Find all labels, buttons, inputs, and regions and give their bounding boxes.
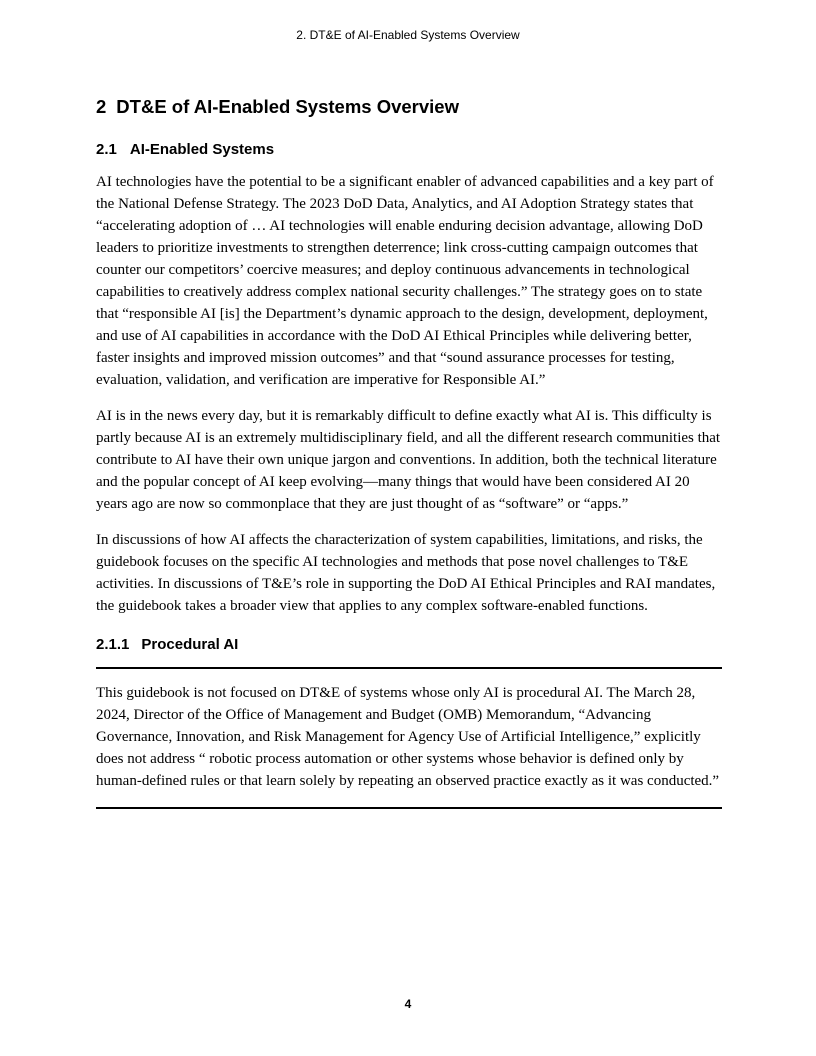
body-paragraph-1: AI technologies have the potential to be a significant enabler of advanced capabilities and a key part of the National Defense Strategy. The 2023 DoD Data, Analytics, and AI Adoption Strategy states that “accelerating adoption of … AI technologies will enable enduring decision advantage, allowing DoD leaders to prioritize investments to strengthen deterrence; link cross-cutting campaign outcomes that counter our competitors’ coercive measures; and deploy continuous advancements in technological capabilities to creatively address complex national security challenges.” The strategy goes on to state that “responsible AI [is] the Department’s dynamic approach to the design, development, deployment, and use of AI capabilities in accordance with the DoD AI Ethical Principles while delivering better, faster insights and improved mission outcomes” and that “sound assurance processes for testing, evaluation, validation, and verification are imperative for Responsible AI.” [96,174,714,388]
body-paragraph-3: In discussions of how AI affects the characterization of system capabilities, limitations, and risks, the guidebook focuses on the specific AI technologies and methods that pose novel challenges to T&E activities. In discussions of T&E’s role in supporting the DoD AI Ethical Principles and RAI mandates, the guidebook takes a broader view that applies to any complex software-enabled functions. [96,532,716,614]
body-paragraph-2: AI is in the news every day, but it is remarkably difficult to define exactly what AI is. This difficulty is partly because AI is an extremely multidisciplinary field, and all the different research communities that contribute to AI have their own unique jargon and conventions. In addition, both the technical literature and the popular concept of AI keep evolving—many things that would have been considered AI 20 years ago are now so commonplace that they are just thought of as “software” or “apps.” [96,408,721,512]
subsubsection-heading [96,635,722,655]
running-header: 2. DT&E of AI-Enabled Systems Overview [296,28,520,42]
section-heading [96,95,722,119]
subsection-title: AI-Enabled Systems [129,141,275,158]
section-title: DT&E of AI-Enabled Systems Overview [116,96,459,117]
callout-box [96,667,722,809]
page-content [96,95,722,809]
subsubsection-number: 2.1.1 [96,636,130,653]
subsection-number: 2.1 [96,141,117,158]
section-number: 2 [96,96,107,117]
subsubsection-title: Procedural AI [141,636,239,653]
callout-paragraph: This guidebook is not focused on DT&E of systems whose only AI is procedural AI. The March 28, 2024, Director of the Office of Management and Budget (OMB) Memorandum, “Advancing Governance, Innovation, and Risk Management for Agency Use of Artificial Intelligence,” explicitly does not address “ robotic process automation or other systems whose behavior is defined only by human-defined rules or that learn solely by repeating an observed practice exactly as it was conducted.” [96,685,720,789]
page-number: 4 [404,997,412,1011]
subsection-heading [96,140,722,160]
